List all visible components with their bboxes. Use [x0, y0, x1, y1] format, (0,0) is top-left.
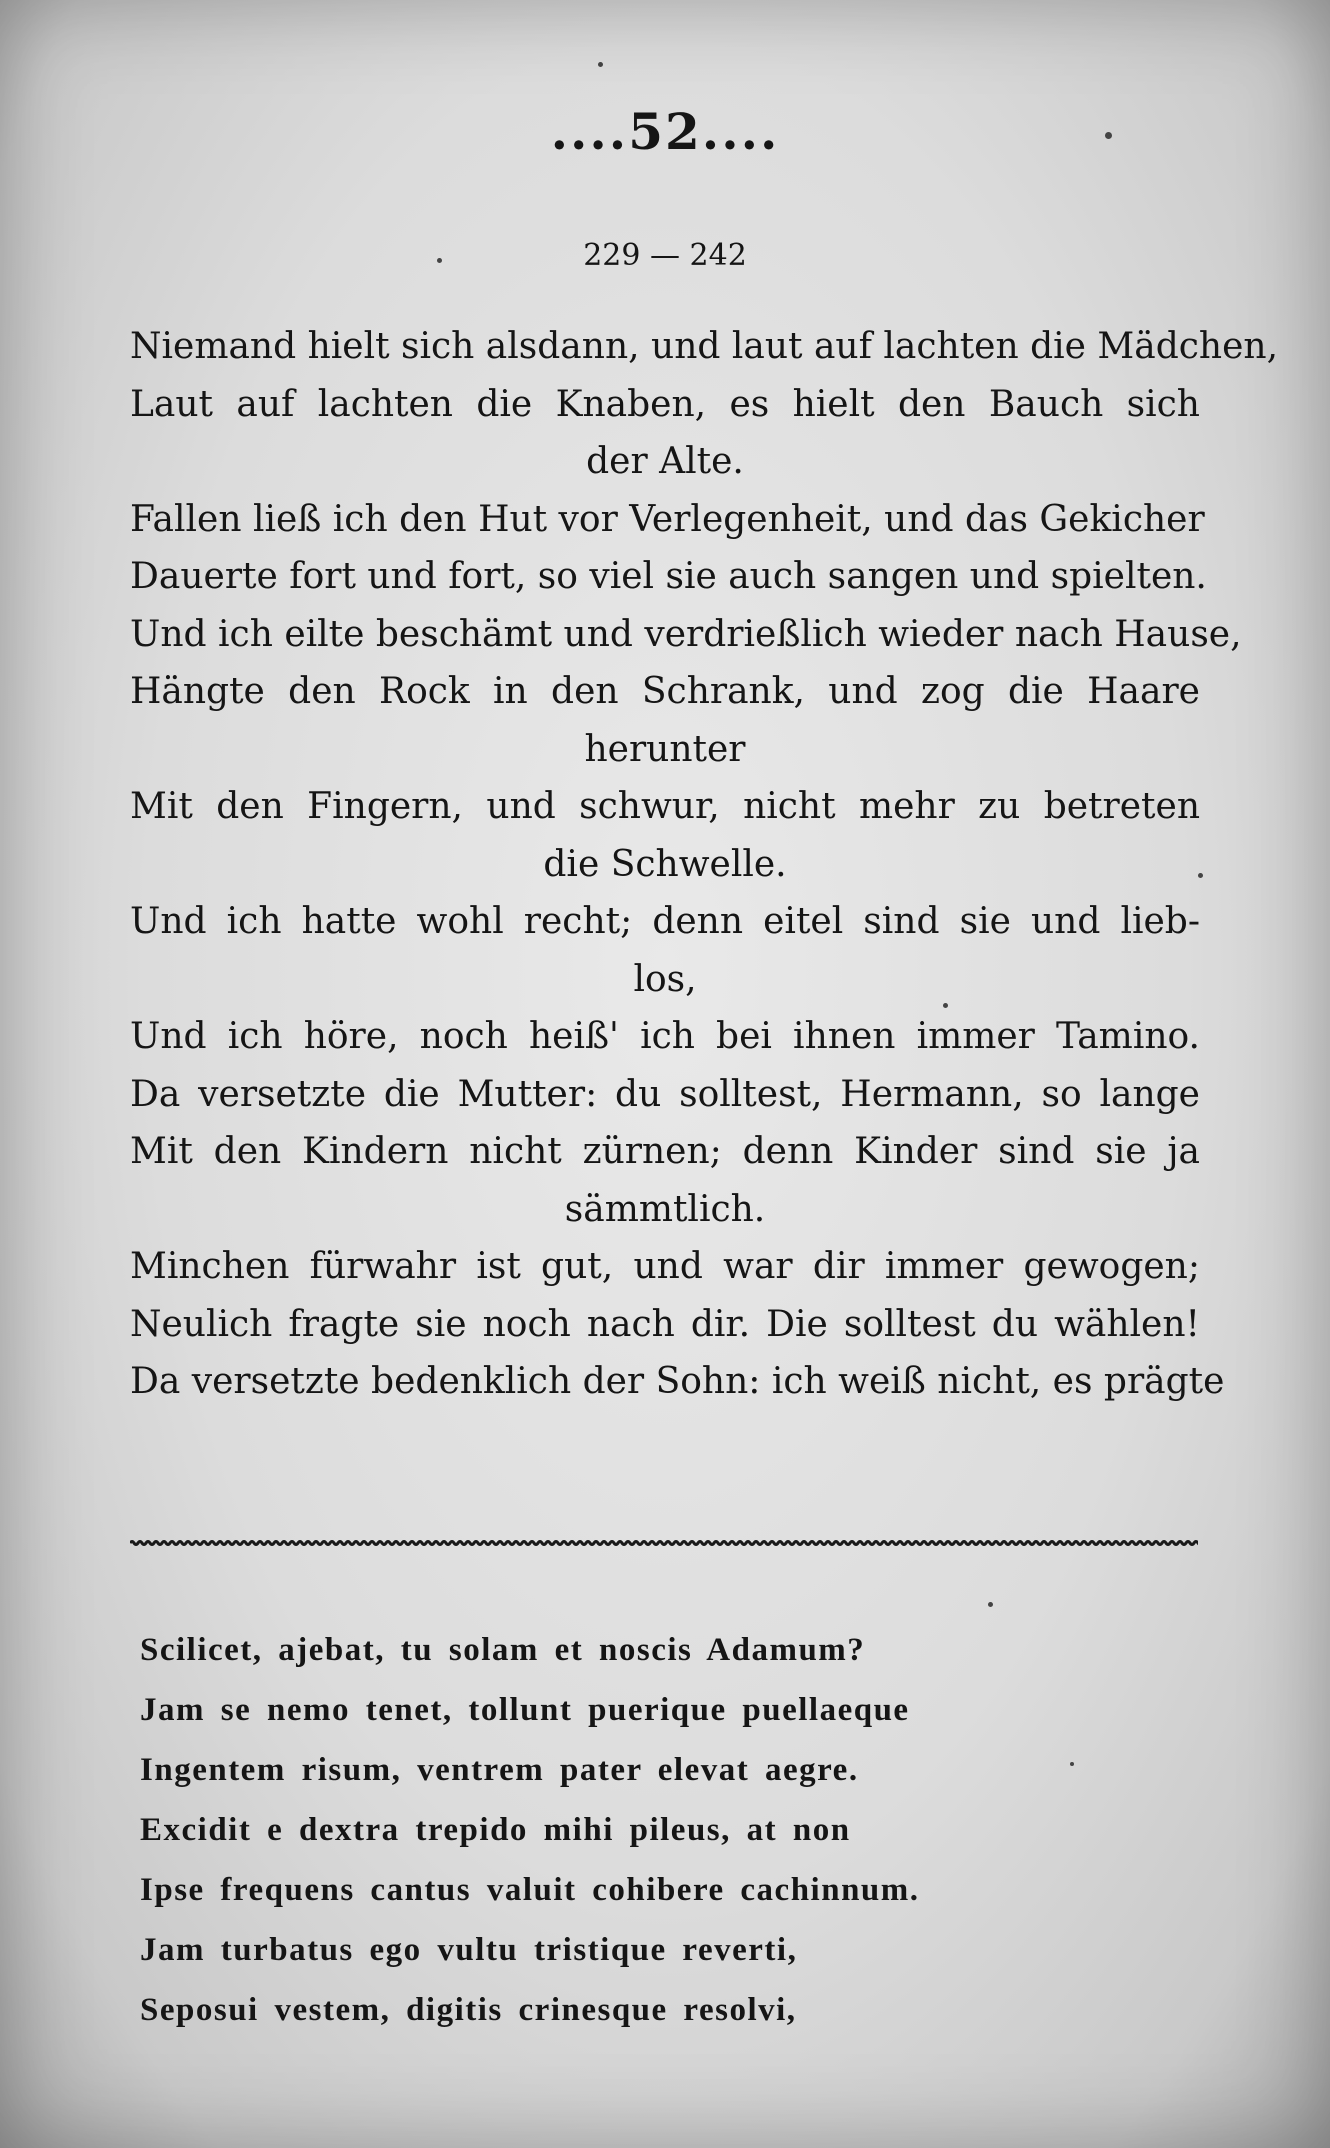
german-verse-line: Laut auf lachten die Knaben, es hielt den Bauch sich [130, 383, 1200, 425]
paper-speck [437, 258, 442, 263]
german-verse-line: Da versetzte bedenklich der Sohn: ich weiß nicht, es prägte [130, 1361, 1225, 1402]
paper-speck [1070, 1762, 1074, 1766]
latin-verse-line: Ipse frequens cantus valuit cohibere cachinnum. [140, 1872, 920, 1908]
german-verse-line: Minchen fürwahr ist gut, und war dir immer gewogen; [130, 1246, 1200, 1287]
german-verse-continuation: los, [633, 958, 697, 1000]
german-verse-line: Mit den Kindern nicht zürnen; denn Kinder sind sie ja [130, 1131, 1200, 1172]
latin-verse-line: Jam turbatus ego vultu tristique reverti, [140, 1932, 798, 1968]
latin-verse-line: Scilicet, ajebat, tu solam et noscis Adamum? [140, 1632, 866, 1668]
german-verse-line: Neulich fragte sie noch nach dir. Die solltest du wählen! [130, 1303, 1200, 1345]
page-number: ....52.... [550, 102, 780, 161]
german-verse-line: Dauerte fort und fort, so viel sie auch sangen und spielten. [130, 556, 1207, 597]
german-verse-line: Niemand hielt sich alsdann, und laut auf lachten die Mädchen, [130, 326, 1279, 367]
paper-speck [1105, 132, 1112, 139]
german-verse-continuation: der Alte. [586, 441, 744, 482]
wavy-rule-icon [130, 1538, 1198, 1548]
german-verse-line: Hängte den Rock in den Schrank, und zog die Haare [130, 671, 1200, 712]
german-verse-line: Mit den Fingern, und schwur, nicht mehr zu betreten [130, 786, 1200, 827]
german-verse-continuation: herunter [584, 728, 746, 770]
paper-speck [943, 1003, 948, 1008]
german-verse-continuation: die Schwelle. [543, 843, 787, 885]
german-verse-line: Und ich eilte beschämt und verdrießlich wieder nach Hause, [130, 613, 1242, 655]
ornamental-divider [130, 1538, 1198, 1548]
line-range-reference: 229 — 242 [583, 238, 747, 273]
paper-speck [988, 1602, 993, 1607]
latin-verse-line: Ingentem risum, ventrem pater elevat aegre. [140, 1752, 859, 1788]
german-verse-line: Fallen ließ ich den Hut vor Verlegenheit, und das Gekicher [130, 498, 1205, 540]
latin-verse-line: Jam se nemo tenet, tollunt puerique puellaeque [140, 1692, 910, 1728]
german-verse-line: Und ich hatte wohl recht; denn eitel sind sie und lieb- [130, 901, 1200, 942]
german-verse-continuation: sämmtlich. [564, 1188, 766, 1230]
german-verse-line: Und ich höre, noch heiß' ich bei ihnen immer Tamino. [130, 1016, 1200, 1057]
paper-speck [1198, 873, 1203, 878]
german-verse-block [130, 318, 1279, 1411]
latin-verse-line: Excidit e dextra trepido mihi pileus, at non [140, 1812, 851, 1848]
latin-translation-block [140, 1620, 1100, 2040]
latin-verse-line: Seposui vestem, digitis crinesque resolvi, [140, 1992, 797, 2028]
paper-speck [598, 62, 603, 67]
german-verse-line: Da versetzte die Mutter: du solltest, Hermann, so lange [130, 1073, 1200, 1115]
